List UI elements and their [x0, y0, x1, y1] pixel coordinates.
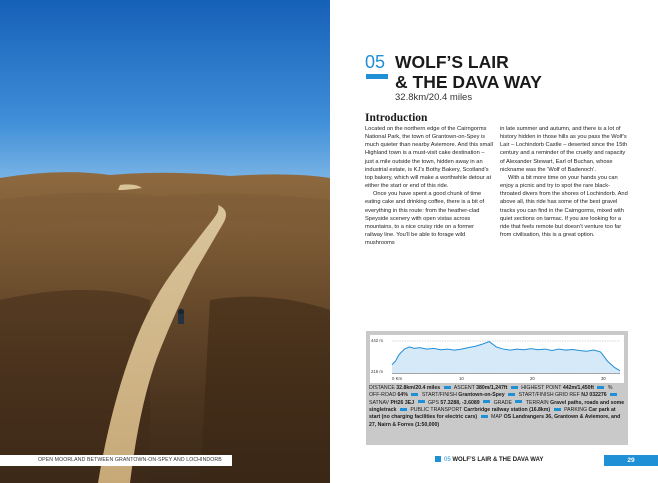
separator-square-icon [483, 400, 490, 403]
terrain-value: Gravel paths, roads and some singletrack [369, 399, 625, 414]
x-tick-label: 0 Km [392, 376, 403, 381]
route-distance: 32.8km/20.4 miles [395, 92, 473, 103]
gridref-value: NJ 032276 [581, 392, 607, 399]
x-tick-label: 10 [459, 376, 464, 381]
gps-label: GPS [428, 399, 439, 406]
intro-paragraph: With a bit more time on your hands you can enjoy a picnic and try to spot the rare black-throated divers from the shores of Lochindorb. And above all, this ride has some of the best gravel tracks you can find in the Cairngorms, mixed with quiet sections on tarmac. If you are looking for a ride that feels remote but doesn’t venture too far from civilisation, this is a great option. [500, 174, 628, 239]
map-label: MAP [491, 414, 503, 421]
route-accent-bar [366, 74, 388, 79]
terrain-label: TERRAIN [525, 399, 549, 406]
running-footer [435, 455, 543, 466]
page-number: 29 [604, 455, 658, 466]
y-axis-top-label: 442 m [371, 338, 383, 343]
photo-caption: OPEN MOORLAND BETWEEN GRANTOWN-ON-SPEY AND LOCHINDORB [0, 455, 232, 466]
highpoint-value: 442m/1,450ft [562, 385, 594, 391]
separator-square-icon [418, 400, 425, 403]
offroad-label: % OFF-ROAD [369, 385, 613, 399]
intro-column-1 [365, 125, 493, 247]
startfinish-value: Grantown-on-Spey [458, 392, 505, 399]
separator-square-icon [610, 393, 617, 396]
intro-heading: Introduction [365, 112, 428, 124]
ascent-label: ASCENT [453, 385, 475, 391]
separator-square-icon [411, 393, 418, 396]
ascent-value: 380m/1,247ft [476, 385, 508, 391]
parking-value: Car park at start (no charging facilities for electric cars) [369, 407, 616, 421]
intro-paragraph: in late summer and autumn, and there is a lot of history hidden in those hills as you pass the Wolf’s Lair – Lochindorb Castle – deserted since the 15th century and a reminder of the cruelty and rapacity of Alexander Stewart, Earl of Buchan, whose nickname was the ‘Wolf of Badenoch’. [500, 126, 628, 173]
route-info-panel [366, 331, 628, 445]
footer-route-title: WOLF’S LAIR & THE DAVA WAY [452, 457, 544, 463]
route-title-line2: & THE DAVA WAY [395, 72, 542, 92]
distance-value: 32.8km/20.4 miles [396, 385, 441, 391]
elevation-profile [370, 335, 624, 383]
separator-square-icon [511, 386, 518, 389]
separator-square-icon [444, 386, 451, 389]
map-value: OS Landrangers 36, Grantown & Aviemore, and 27, Nairn & Forres (1:50,000) [369, 414, 621, 428]
intro-column-2 [500, 125, 628, 239]
parking-label: PARKING [564, 407, 588, 414]
intro-paragraph: Once you have spent a good chunk of time eating cake and drinking coffee, there is a bit of everything in this route: from the heather-clad Speyside scenery with open vistas across mountains, to a nice cruisy ride on a former railway line. You’ll be able to forage wild mushrooms [365, 191, 485, 247]
route-stats [369, 385, 625, 429]
satnav-label: SATNAV [369, 399, 389, 406]
distance-label: DISTANCE [369, 385, 395, 391]
footer-square-icon [435, 456, 441, 462]
text-page [330, 0, 658, 483]
footer-route-number: 05 [444, 457, 451, 463]
route-title-line1: WOLF’S LAIR [395, 52, 509, 72]
satnav-value: PH26 3EJ [390, 399, 415, 406]
transport-label: PUBLIC TRANSPORT [410, 407, 463, 414]
elevation-area [392, 342, 620, 373]
transport-value: Carrbridge railway station (16.8km) [463, 407, 551, 414]
gridref-label: START/FINISH GRID REF [518, 392, 580, 399]
route-title [395, 52, 635, 92]
separator-square-icon [481, 415, 488, 418]
separator-square-icon [597, 386, 604, 389]
offroad-value: 64% [397, 392, 408, 399]
highpoint-label: HIGHEST POINT [521, 385, 562, 391]
grade-label: GRADE [493, 399, 513, 406]
separator-square-icon [508, 393, 515, 396]
grade-icon [515, 400, 522, 403]
gps-value: 57.3288, -3.6089 [440, 399, 480, 406]
startfinish-label: START/FINISH [421, 392, 457, 399]
separator-square-icon [400, 408, 407, 411]
y-axis-bottom-label: 216 m [371, 369, 383, 374]
x-tick-label: 20 [530, 376, 535, 381]
elevation-chart [370, 335, 624, 383]
route-number: 05 [365, 52, 386, 72]
x-tick-label: 30 [601, 376, 606, 381]
intro-paragraph: Located on the northern edge of the Cairngorms National Park, the town of Grantown-on-Spey is much quieter than nearby Aviemore. And this small Highland town is a must-visit cake destination – just a mile outside the town, hidden away in an industrial estate, is KJ’s Bothy Bakery, Scotland’s top bakery, which will make a worthwhile detour at either the start or end of this ride. [365, 126, 493, 190]
separator-square-icon [554, 408, 561, 411]
